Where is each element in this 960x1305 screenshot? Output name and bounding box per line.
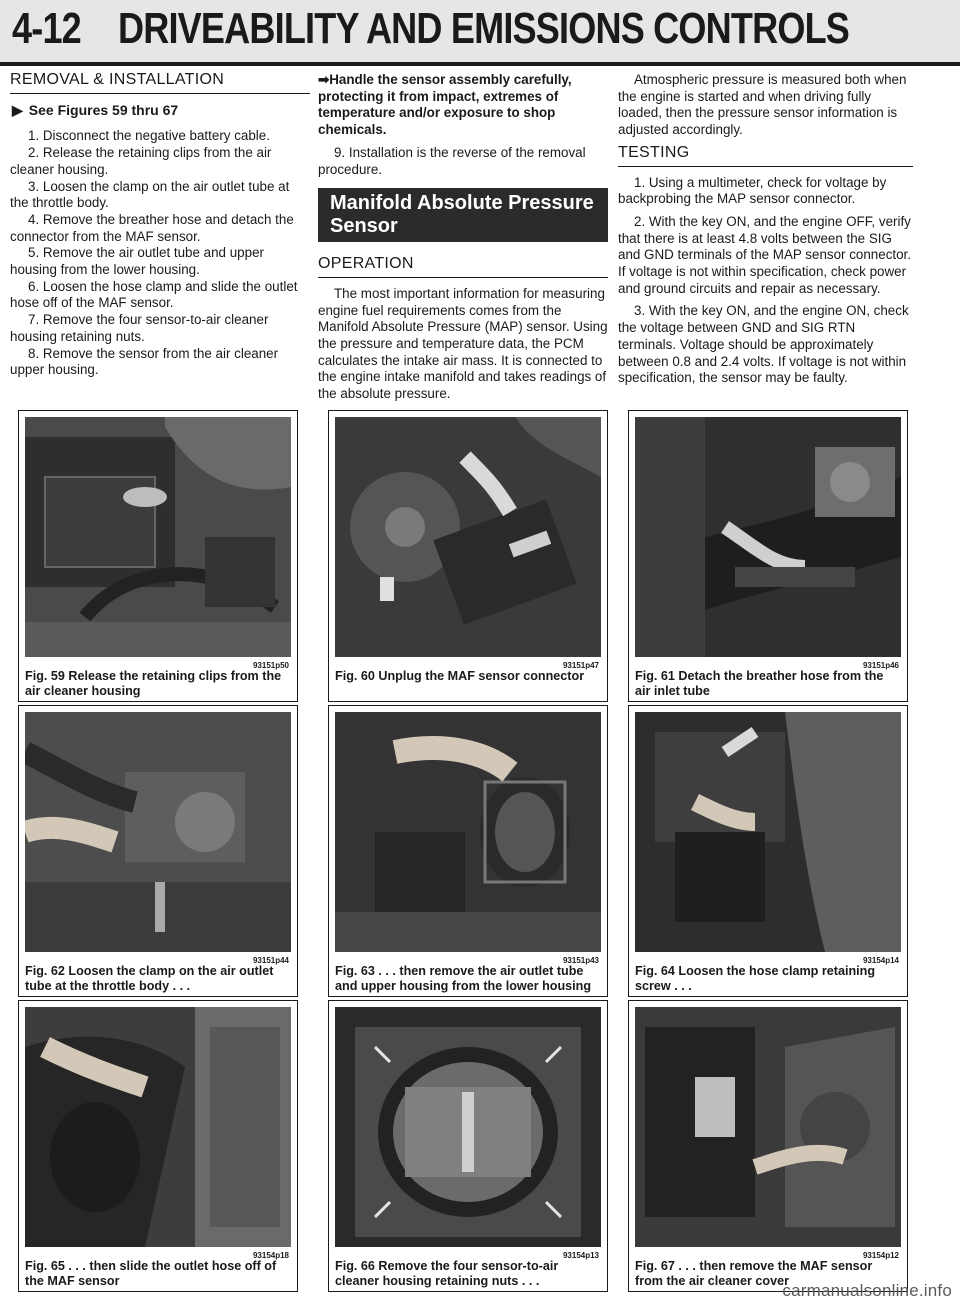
removal-step-3: 3. Loosen the clamp on the air outlet tube at the throttle body. (10, 178, 290, 211)
warning-icon: ➡ (318, 72, 330, 87)
figure-61-photo (635, 417, 901, 657)
figure-66-caption: Fig. 66 Remove the four sensor-to-air cleaner housing retaining nuts . . . (335, 1259, 559, 1288)
figure-67-photo (635, 1007, 901, 1247)
figure-59-caption: Fig. 59 Release the retaining clips from the air cleaner housing (25, 669, 282, 698)
testing-column (618, 72, 913, 393)
figure-65-code: 93154p18 (252, 1251, 289, 1260)
figure-62 (18, 705, 298, 997)
figure-62-caption: Fig. 62 Loosen the clamp on the air outlet tube at the throttle body . . . (25, 964, 274, 993)
removal-installation-column (10, 72, 310, 379)
figure-59 (18, 410, 298, 702)
removal-step-1: 1. Disconnect the negative battery cable. (28, 128, 270, 144)
chapter-title: DRIVEABILITY AND EMISSIONS CONTROLS (118, 4, 850, 53)
site-watermark: carmanualsonline.info (782, 1281, 952, 1300)
figure-61-caption: Fig. 61 Detach the breather hose from the air inlet tube (635, 669, 884, 698)
operation-text: The most important information for measuring engine fuel requirements comes from the Manifold Absolute Pressure (MAP) sensor. Using the pressure and temperature data, the PCM calculates the intake air mass. It is connected to the engine intake manifold and takes readings of the absolute pressure. (318, 285, 608, 402)
see-figures-text: See Figures 59 thru 67 (28, 101, 179, 118)
handling-warning-text: Handle the sensor assembly carefully, protecting it from impact, extremes of temperature and/or exposure to shop chemicals. (318, 72, 572, 138)
removal-installation-heading: REMOVAL & INSTALLATION (10, 72, 310, 94)
removal-step-6: 6. Loosen the hose clamp and slide the outlet hose off of the MAF sensor. (10, 278, 298, 311)
figure-65-photo (25, 1007, 291, 1247)
figure-60-caption: Fig. 60 Unplug the MAF sensor connector (335, 669, 585, 683)
figure-59-code: 93151p50 (252, 661, 289, 670)
handling-warning (318, 72, 608, 139)
section-banner: Manifold Absolute Pressure Sensor (318, 188, 608, 242)
page-number: 4-12 (12, 4, 81, 53)
figure-66-photo (335, 1007, 601, 1247)
figure-63-caption: Fig. 63 . . . then remove the air outlet tube and upper housing from the lower housing (335, 964, 592, 993)
testing-step-1: 1. Using a multimeter, check for voltage by backprobing the MAP sensor connector. (618, 174, 887, 207)
figure-60-photo (335, 417, 601, 657)
removal-step-8: 8. Remove the sensor from the air cleaner upper housing. (10, 345, 279, 378)
removal-step-5: 5. Remove the air outlet tube and upper housing from the lower housing. (10, 245, 264, 278)
atmospheric-intro: Atmospheric pressure is measured both when the engine is started and when driving fully loaded, then the pressure sensor information is adjusted accordingly. (618, 72, 907, 138)
figure-64-code: 93154p14 (862, 956, 899, 965)
figure-64-photo (635, 712, 901, 952)
figure-65-caption: Fig. 65 . . . then slide the outlet hose off of the MAF sensor (25, 1259, 277, 1288)
figure-61 (628, 410, 908, 702)
figure-67 (628, 1000, 908, 1292)
figure-65 (18, 1000, 298, 1292)
testing-step-3: 3. With the key ON, and the engine ON, check the voltage between GND and SIG RTN terminals. Voltage should be approximately between 0.8 and 2.4 volts. If voltage is not within specification, the sensor may be faulty. (618, 303, 909, 386)
figure-63 (328, 705, 608, 997)
figure-64-caption: Fig. 64 Loosen the hose clamp retaining screw . . . (635, 964, 876, 993)
removal-step-2: 2. Release the retaining clips from the air cleaner housing. (10, 145, 272, 177)
figure-60-code: 93151p47 (562, 661, 599, 670)
operation-heading: OPERATION (318, 256, 608, 278)
figure-62-code: 93151p44 (252, 956, 289, 965)
testing-step-2: 2. With the key ON, and the engine OFF, verify that there is at least 4.8 volts between the SIG and GND terminals of the MAP sensor connector. If voltage is not within specification, check power and ground circuits and repair as necessary. (618, 213, 911, 296)
figure-62-photo (25, 712, 291, 952)
testing-heading: TESTING (618, 145, 913, 167)
figure-60 (328, 410, 608, 702)
figure-63-photo (335, 712, 601, 952)
arrow-icon: ▶ (12, 101, 23, 118)
figure-59-photo (25, 417, 291, 657)
see-figures-note (12, 102, 310, 119)
figure-66-code: 93154p13 (562, 1251, 599, 1260)
middle-column (318, 72, 608, 409)
removal-step-7: 7. Remove the four sensor-to-air cleaner housing retaining nuts. (10, 312, 269, 344)
figure-66 (328, 1000, 608, 1292)
page-header (0, 0, 960, 66)
figure-67-code: 93154p12 (862, 1251, 899, 1260)
figure-63-code: 93151p43 (562, 956, 599, 965)
removal-step-9: 9. Installation is the reverse of the removal procedure. (318, 144, 586, 177)
figure-61-code: 93151p46 (862, 661, 899, 670)
figure-67-caption: Fig. 67 . . . then remove the MAF sensor from the air cleaner cover (635, 1259, 873, 1288)
figure-64 (628, 705, 908, 997)
removal-step-4: 4. Remove the breather hose and detach the connector from the MAF sensor. (10, 211, 294, 244)
